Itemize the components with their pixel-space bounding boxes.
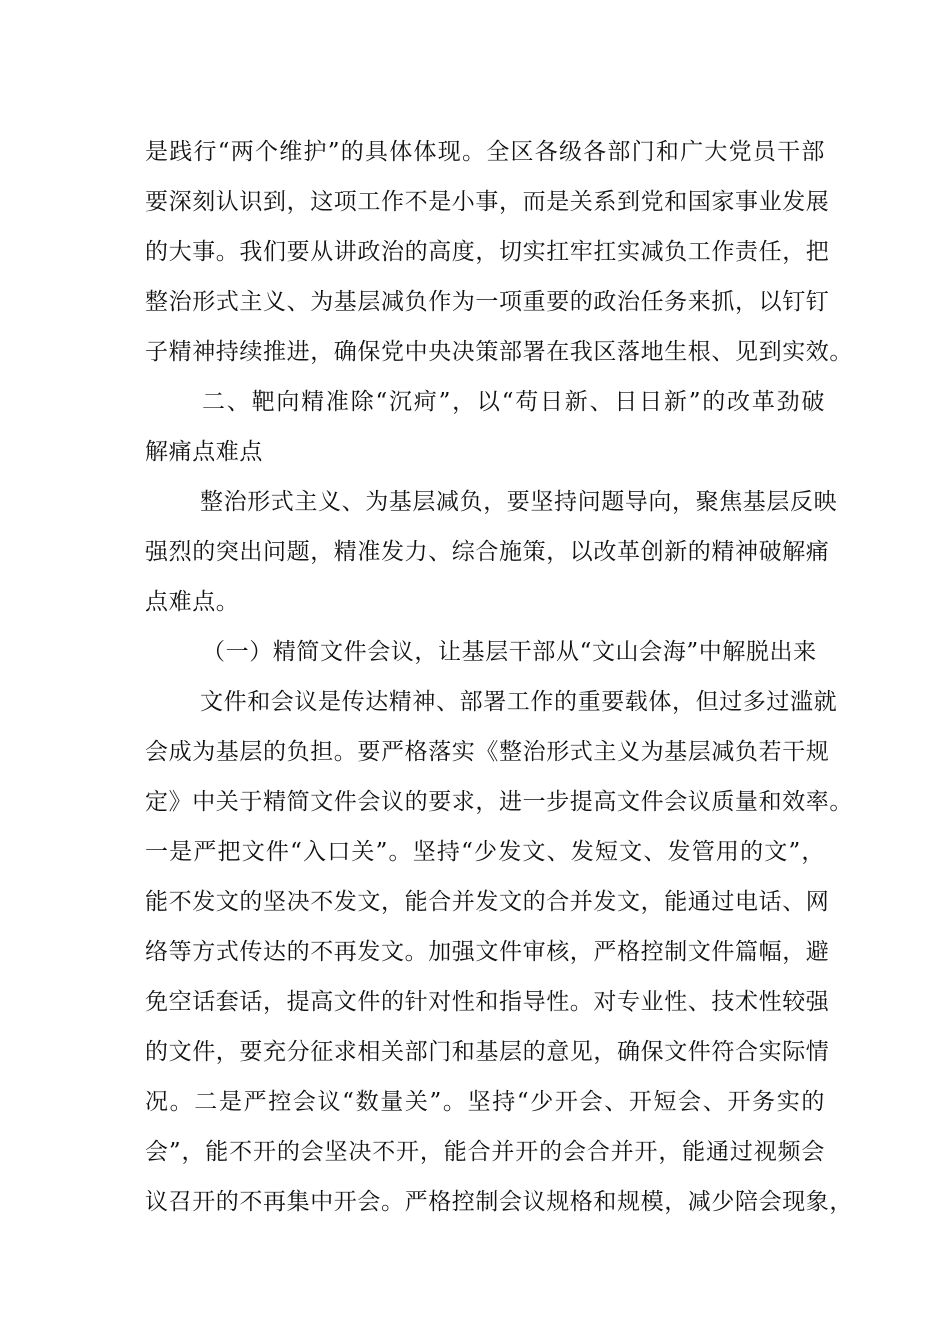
body-text-line: 要深刻认识到，这项工作不是小事，而是关系到党和国家事业发展 (145, 189, 830, 215)
body-text-line: 络等方式传达的不再发文。加强文件审核，严格控制文件篇幅，避 (145, 939, 830, 965)
body-text-line: 议召开的不再集中开会。严格控制会议规格和规模，减少陪会现象， (145, 1189, 853, 1215)
section-heading-line: 二、靶向精准除“沉疴”，以“苟日新、日日新”的改革劲破 (202, 389, 825, 415)
body-text-line: 整治形式主义、为基层减负作为一项重要的政治任务来抓，以钉钉 (145, 289, 830, 315)
body-text-line: 强烈的突出问题，精准发力、综合施策，以改革创新的精神破解痛 (145, 539, 830, 565)
body-text-line: 况。二是严控会议“数量关”。坚持“少开会、开短会、开务实的 (145, 1089, 825, 1115)
body-text-line: 一是严把文件“入口关”。坚持“少发文、发短文、发管用的文”， (145, 839, 825, 865)
body-text-line: 点难点。 (145, 589, 240, 615)
body-text-line: 是践行“两个维护”的具体体现。全区各级各部门和广大党员干部 (145, 139, 825, 165)
body-text-line: 子精神持续推进，确保党中央决策部署在我区落地生根、见到实效。 (145, 339, 853, 365)
body-text-line: 文件和会议是传达精神、部署工作的重要载体，但过多过滥就 (200, 689, 838, 715)
body-text-line: 定》中关于精简文件会议的要求，进一步提高文件会议质量和效率。 (145, 789, 853, 815)
body-text-line: 的文件，要充分征求相关部门和基层的意见，确保文件符合实际情 (145, 1039, 830, 1065)
body-text-line: 会”，能不开的会坚决不开，能合并开的会合并开，能通过视频会 (145, 1139, 825, 1165)
section-heading-line: 解痛点难点 (145, 439, 263, 465)
body-text-line: 的大事。我们要从讲政治的高度，切实扛牢扛实减负工作责任，把 (145, 239, 830, 265)
body-text-line: 会成为基层的负担。要严格落实《整治形式主义为基层减负若干规 (145, 739, 830, 765)
subsection-heading: （一）精简文件会议，让基层干部从“文山会海”中解脱出来 (202, 639, 817, 665)
body-text-line: 整治形式主义、为基层减负，要坚持问题导向，聚焦基层反映 (200, 489, 838, 515)
body-text-line: 免空话套话，提高文件的针对性和指导性。对专业性、技术性较强 (145, 989, 830, 1015)
body-text-line: 能不发文的坚决不发文，能合并发文的合并发文，能通过电话、网 (145, 889, 830, 915)
